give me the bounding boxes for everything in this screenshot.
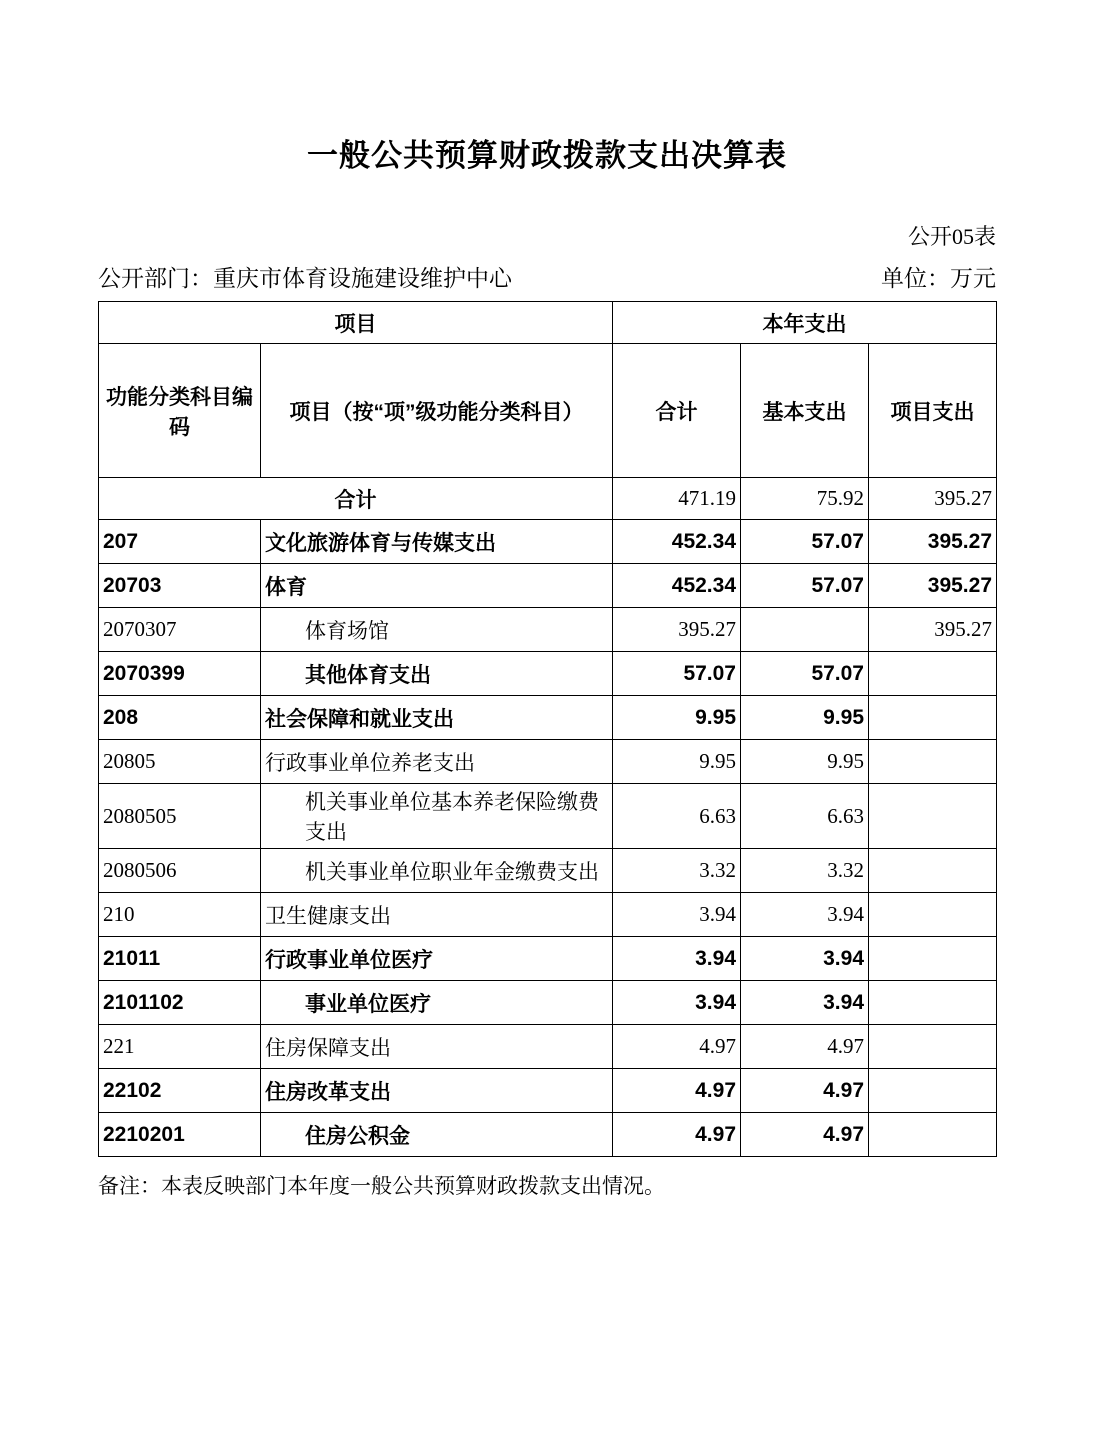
- row-code: 207: [99, 520, 261, 564]
- header-group-row: [99, 302, 997, 344]
- row-project: [869, 696, 997, 740]
- table-row: [99, 652, 997, 696]
- row-total: 4.97: [613, 1025, 741, 1069]
- table-row: [99, 849, 997, 893]
- row-name: 机关事业单位职业年金缴费支出: [261, 849, 613, 893]
- row-name: 住房保障支出: [261, 1025, 613, 1069]
- row-project: [869, 740, 997, 784]
- row-name: 文化旅游体育与传媒支出: [261, 520, 613, 564]
- row-code: 208: [99, 696, 261, 740]
- row-project: [869, 1025, 997, 1069]
- header-columns-row: [99, 344, 997, 478]
- unit-label: 单位：万元: [881, 266, 996, 291]
- row-code: 22102: [99, 1069, 261, 1113]
- row-code: 2210201: [99, 1113, 261, 1157]
- row-basic: 9.95: [741, 696, 869, 740]
- row-basic: 4.97: [741, 1113, 869, 1157]
- table-row: [99, 740, 997, 784]
- grand-total-total: 471.19: [613, 478, 741, 520]
- row-code: 221: [99, 1025, 261, 1069]
- row-project: [869, 1113, 997, 1157]
- grand-total-row: [99, 478, 997, 520]
- row-basic: 4.97: [741, 1069, 869, 1113]
- row-total: 9.95: [613, 740, 741, 784]
- header-group-current-year: 本年支出: [613, 302, 997, 344]
- table-row: [99, 1025, 997, 1069]
- header-col-basic: 基本支出: [741, 344, 869, 478]
- row-total: 9.95: [613, 696, 741, 740]
- row-basic: 3.94: [741, 981, 869, 1025]
- row-basic: 57.07: [741, 652, 869, 696]
- header-col-project: 项目支出: [869, 344, 997, 478]
- row-project: [869, 849, 997, 893]
- row-code: 20703: [99, 564, 261, 608]
- row-project: 395.27: [869, 564, 997, 608]
- row-name: 体育场馆: [261, 608, 613, 652]
- row-project: [869, 784, 997, 849]
- row-basic: 3.32: [741, 849, 869, 893]
- row-total: 395.27: [613, 608, 741, 652]
- header-col-item: 项目（按“项”级功能分类科目）: [261, 344, 613, 478]
- expenditure-table: [98, 301, 997, 1157]
- row-code: 210: [99, 893, 261, 937]
- row-code: 20805: [99, 740, 261, 784]
- row-total: 3.94: [613, 893, 741, 937]
- row-name: 社会保障和就业支出: [261, 696, 613, 740]
- table-row: [99, 1113, 997, 1157]
- page-title: 一般公共预算财政拨款支出决算表: [307, 138, 787, 173]
- row-total: 452.34: [613, 564, 741, 608]
- form-number-label: 公开05表: [907, 224, 996, 249]
- row-name: 事业单位医疗: [261, 981, 613, 1025]
- table-row: [99, 520, 997, 564]
- row-name: 卫生健康支出: [261, 893, 613, 937]
- grand-total-basic: 75.92: [741, 478, 869, 520]
- row-total: 4.97: [613, 1069, 741, 1113]
- row-name: 住房改革支出: [261, 1069, 613, 1113]
- row-project: 395.27: [869, 520, 997, 564]
- row-project: [869, 937, 997, 981]
- row-total: 3.94: [613, 981, 741, 1025]
- row-basic: 6.63: [741, 784, 869, 849]
- footer-note: 备注：本表反映部门本年度一般公共预算财政拨款支出情况。: [98, 1174, 665, 1198]
- row-name: 行政事业单位医疗: [261, 937, 613, 981]
- header-group-item: 项目: [99, 302, 613, 344]
- row-name: 住房公积金: [261, 1113, 613, 1157]
- table-body: [99, 478, 997, 1157]
- document-content: [98, 0, 996, 1200]
- row-code: 2070399: [99, 652, 261, 696]
- row-name: 行政事业单位养老支出: [261, 740, 613, 784]
- meta-line: [98, 264, 996, 294]
- row-basic: [741, 608, 869, 652]
- row-total: 6.63: [613, 784, 741, 849]
- header-col-code: 功能分类科目编码: [99, 344, 261, 478]
- header-col-total: 合计: [613, 344, 741, 478]
- row-project: [869, 981, 997, 1025]
- table-row: [99, 784, 997, 849]
- row-basic: 4.97: [741, 1025, 869, 1069]
- grand-total-label: 合计: [99, 478, 613, 520]
- row-code: 2101102: [99, 981, 261, 1025]
- row-basic: 3.94: [741, 893, 869, 937]
- row-basic: 3.94: [741, 937, 869, 981]
- row-total: 452.34: [613, 520, 741, 564]
- row-total: 3.32: [613, 849, 741, 893]
- row-name: 体育: [261, 564, 613, 608]
- row-code: 21011: [99, 937, 261, 981]
- table-row: [99, 893, 997, 937]
- table-row: [99, 608, 997, 652]
- row-basic: 9.95: [741, 740, 869, 784]
- row-code: 2080505: [99, 784, 261, 849]
- row-name: 机关事业单位基本养老保险缴费支出: [261, 784, 613, 849]
- row-total: 57.07: [613, 652, 741, 696]
- table-row: [99, 981, 997, 1025]
- row-total: 4.97: [613, 1113, 741, 1157]
- row-project: [869, 1069, 997, 1113]
- grand-total-project: 395.27: [869, 478, 997, 520]
- row-project: 395.27: [869, 608, 997, 652]
- row-project: [869, 893, 997, 937]
- table-row: [99, 696, 997, 740]
- table-row: [99, 564, 997, 608]
- table-row: [99, 1069, 997, 1113]
- table-row: [99, 937, 997, 981]
- row-code: 2080506: [99, 849, 261, 893]
- row-code: 2070307: [99, 608, 261, 652]
- table-header: [99, 302, 997, 478]
- row-total: 3.94: [613, 937, 741, 981]
- row-project: [869, 652, 997, 696]
- row-name: 其他体育支出: [261, 652, 613, 696]
- row-basic: 57.07: [741, 520, 869, 564]
- row-basic: 57.07: [741, 564, 869, 608]
- department-label: 公开部门：重庆市体育设施建设维护中心: [98, 266, 512, 291]
